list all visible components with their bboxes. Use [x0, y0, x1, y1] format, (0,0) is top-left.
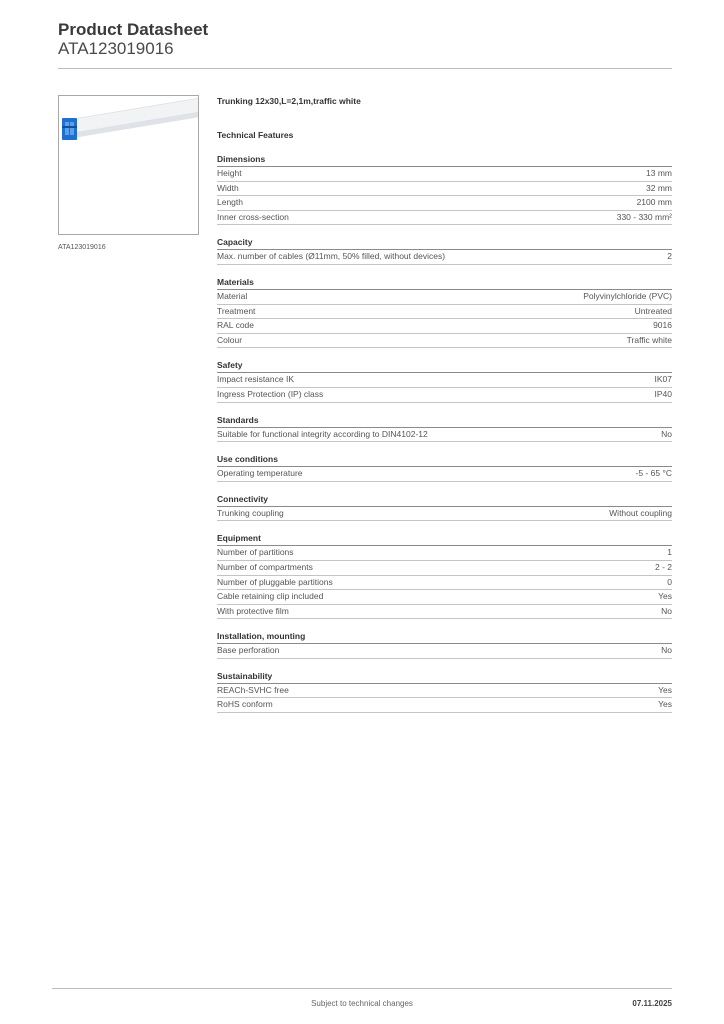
feature-label: RAL code: [217, 320, 255, 331]
feature-value: 2: [667, 251, 672, 262]
section-title: Installation, mounting: [217, 629, 672, 644]
feature-row: [217, 167, 672, 182]
feature-value: 2100 mm: [636, 197, 672, 208]
feature-label: Impact resistance IK: [217, 374, 295, 385]
feature-row: [217, 428, 672, 443]
feature-row: [217, 334, 672, 349]
feature-row: [217, 250, 672, 265]
section-title: Materials: [217, 275, 672, 290]
feature-section: [217, 413, 672, 443]
feature-section: [217, 629, 672, 659]
feature-value: IK07: [654, 374, 672, 385]
feature-label: Treatment: [217, 305, 256, 316]
feature-row: [217, 684, 672, 699]
feature-label: Trunking coupling: [217, 507, 284, 518]
feature-row: [217, 590, 672, 605]
feature-value: 9016: [653, 320, 672, 331]
section-title: Safety: [217, 358, 672, 373]
feature-value: 0: [667, 576, 672, 587]
feature-row: [217, 644, 672, 659]
datasheet-content: [217, 95, 672, 723]
section-title: Dimensions: [217, 152, 672, 167]
feature-section: [217, 669, 672, 713]
feature-row: [217, 211, 672, 226]
feature-value: 13 mm: [646, 168, 672, 178]
feature-row: [217, 319, 672, 334]
technical-features-heading: Technical Features: [217, 130, 294, 140]
feature-section: [217, 235, 672, 265]
feature-section: [217, 358, 672, 402]
article-number: ATA123019016: [58, 39, 174, 58]
feature-section: [217, 452, 672, 482]
feature-label: REACh-SVHC free: [217, 684, 289, 695]
feature-value: 32 mm: [646, 182, 672, 193]
feature-label: Cable retaining clip included: [217, 591, 324, 602]
feature-value: Untreated: [634, 305, 672, 316]
feature-section: [217, 275, 672, 348]
feature-label: Number of partitions: [217, 547, 294, 558]
footer-divider: [52, 988, 672, 989]
feature-value: Polyvinylchloride (PVC): [583, 290, 672, 301]
feature-value: Yes: [658, 699, 672, 710]
feature-value: 330 - 330 mm²: [616, 211, 672, 222]
section-title: Use conditions: [217, 452, 672, 467]
feature-value: IP40: [654, 388, 672, 399]
feature-row: [217, 290, 672, 305]
page-title: Product Datasheet: [58, 20, 209, 39]
section-title: Capacity: [217, 235, 672, 250]
product-image: [58, 95, 199, 235]
footer-date: 07.11.2025: [632, 999, 672, 1008]
section-title: Standards: [217, 413, 672, 428]
feature-row: [217, 698, 672, 713]
feature-value: 1: [667, 547, 672, 558]
feature-value: No: [661, 645, 672, 656]
feature-row: [217, 182, 672, 197]
feature-row: [217, 196, 672, 211]
feature-row: [217, 605, 672, 620]
feature-label: Number of compartments: [217, 561, 313, 572]
feature-value: Without coupling: [609, 507, 672, 518]
footer-note: Subject to technical changes: [311, 999, 413, 1008]
feature-label: Inner cross-section: [217, 211, 289, 222]
feature-value: Traffic white: [626, 334, 672, 345]
feature-label: Length: [217, 197, 243, 208]
feature-label: Width: [217, 182, 239, 193]
feature-label: Operating temperature: [217, 468, 303, 479]
feature-value: -5 - 65 °C: [635, 468, 672, 479]
feature-label: Material: [217, 290, 248, 301]
feature-value: Yes: [658, 684, 672, 695]
feature-row: [217, 546, 672, 561]
feature-label: Suitable for functional integrity according to DIN4102-12: [217, 428, 428, 439]
section-title: Equipment: [217, 531, 672, 546]
feature-row: [217, 507, 672, 522]
feature-section: [217, 531, 672, 619]
feature-label: Number of pluggable partitions: [217, 576, 333, 587]
feature-label: RoHS conform: [217, 699, 273, 710]
product-image-caption: ATA123019016: [58, 244, 106, 251]
section-title: Connectivity: [217, 492, 672, 507]
feature-label: Ingress Protection (IP) class: [217, 388, 324, 399]
feature-value: No: [661, 605, 672, 616]
feature-row: [217, 373, 672, 388]
feature-label: Colour: [217, 334, 243, 345]
feature-row: [217, 305, 672, 320]
header-divider: [58, 68, 672, 69]
feature-label: With protective film: [217, 605, 289, 616]
section-title: Sustainability: [217, 669, 672, 684]
product-title: Trunking 12x30,L=2,1m,traffic white: [217, 96, 361, 106]
cable-trunking-product-image: [59, 96, 199, 235]
feature-value: 2 - 2: [654, 561, 672, 572]
feature-row: [217, 388, 672, 403]
feature-row: [217, 561, 672, 576]
feature-label: Max. number of cables (Ø11mm, 50% filled, without devices): [217, 251, 446, 262]
feature-section: [217, 152, 672, 225]
feature-label: Base perforation: [217, 645, 280, 656]
feature-sections: [217, 152, 672, 713]
feature-row: [217, 576, 672, 591]
feature-row: [217, 467, 672, 482]
feature-label: Height: [217, 168, 242, 178]
feature-value: Yes: [658, 591, 672, 602]
feature-value: No: [661, 428, 672, 439]
feature-section: [217, 492, 672, 522]
